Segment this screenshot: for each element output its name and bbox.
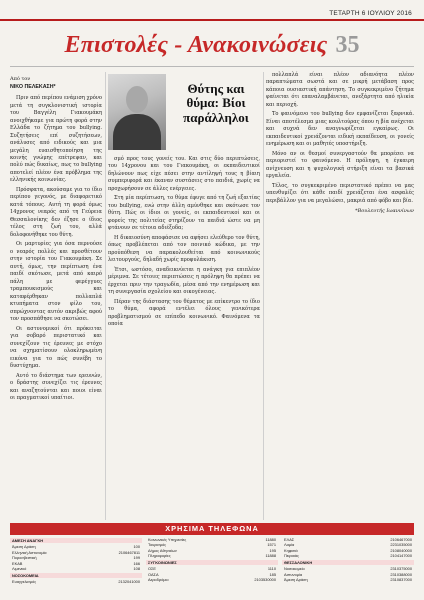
phones-row: [10, 566, 142, 571]
header-rule: [10, 66, 414, 67]
phones-number: 11880: [265, 537, 276, 542]
phones-name: Νοσοκομείο: [284, 566, 305, 572]
phones-name: Πειραιάς: [284, 553, 299, 559]
phones-number: 2132041000: [118, 579, 140, 585]
phones-row: [282, 577, 414, 582]
middle-paragraph: Έτσι, ωστόσο, αναδεικνύεται η ανάγκη για επιπλέον μέριμνα. Σε τέτοιες περιπτώσεις η πρόληψη θα πρέπει να έρχεται πριν την τραγωδία, μέσα από την ενημέρωση και τη συνεργασία σχολείου και οικογένειας.: [108, 266, 260, 296]
phones-number: 11888: [265, 553, 276, 559]
section-header: [0, 28, 424, 62]
phones-name: ΟΑΣΑ: [148, 571, 159, 577]
middle-paragraph: Πέραν της διάστασης του θέματος με επίκεντρο το ίδιο το θύμα, αφορά εντέλει όλους γενικότερα προβληματισμού σε επίπεδο κοινωνικό. Φαινόμενα τα οποία: [108, 298, 260, 328]
phones-row: [282, 553, 414, 558]
phones-name: Δήμος Αθηναίων: [148, 547, 177, 553]
phones-name: ΕΛΑΣ: [284, 537, 295, 542]
phones-section-heading: ΘΕΣΣΑΛΟΝΙΚΗ: [282, 560, 414, 565]
phones-number: 2104147000: [390, 553, 412, 559]
phones-name: Τουρισμός: [148, 542, 166, 548]
page-number: 35: [335, 31, 360, 58]
phones-section-heading: ΑΜΕΣΗ ΑΝΑΓΚΗ: [10, 538, 142, 543]
right-paragraph: Το φαινόμενο του bullying δεν εμφανίζεται ξαφνικά. Είναι αποτέλεσμα μιας κουλτούρας όπου η βία ανέχεται και συχνά δεν αναγνωρίζεται εγκαίρως. Οι εκπαιδευτικοί χρειάζονται ειδική εκπαίδευση, οι γονείς ενημέρωση και οι μαθητές υποστήριξη.: [266, 111, 414, 148]
phones-row: [10, 579, 142, 584]
left-paragraph: Οι αστυνομικοί ότι πρόκειται για σοβαρό περιστατικό και συνεχίζουν τις έρευνες με στόχο να σχηματίσουν ολοκληρωμένη εικόνα για το πώς συνέβη το δυστύχημα.: [10, 325, 102, 370]
phones-number: 1571: [267, 542, 276, 548]
phones-name: Πληροφορίες: [148, 553, 171, 559]
middle-paragraph: Στη μία περίπτωση, το θύμα έφυγε από τη ζωή εξαιτίας του bullying, ενώ στην άλλη αμύνθηκε και σκότωσε τον θύτη. Πώς οι ίδιοι οι γονείς, οι εκπαιδευτικοί και οι φορείς της πολιτείας στηρίζουν τα παιδιά ώστε να μη φτάνουν σε τέτοια αδιέξοδα;: [108, 195, 260, 232]
top-rule: [0, 19, 424, 21]
right-paragraph: Μόνο αν οι θεσμοί συνεργαστούν θα μπορέσει να περιοριστεί το φαινόμενο. Η πρόληψη, η έγκαιρη ανίχνευση και η ψυχολογική στήριξη είναι τα βασικά εργαλεία.: [266, 150, 414, 180]
author-name: ΝΙΚΟ ΠΕΛΕΚΑΣΗ*: [10, 84, 56, 91]
phones-number: 166: [133, 560, 140, 566]
phones-number: 199: [133, 555, 140, 561]
left-paragraph: Πριν από περίπου ενάμιση χρόνο μετά τη συγκλονιστική ιστορία του Βαγγέλη Γιακουμάκη ανοιχθήκαμε για πρώτη φορά στην Ελλάδα το ζήτημα του bullying. Συζητήσεις επί συζητήσεων, ανάλυσες από ειδικούς και μια μεγάλη ευαισθητοποίηση της κοινής γνώμης επέτρεψαν, και πολύ πώς δικαίως, πως το bullying αποτελεί πλέον ένα πρόβλημα της ελληνικής κοινωνίας.: [10, 95, 102, 184]
middle-text: [108, 156, 260, 331]
phones-name: Κηφισιά: [284, 547, 298, 553]
phones-name: Αστυνομία: [284, 571, 303, 577]
phones-column: [10, 537, 142, 597]
middle-paragraph: Η δικαιοσύνη αποφάσισε να αφήσει ελεύθερο τον θύτη, όπως προβλέπεται από τον ποινικό κώδικα, με την προϋπόθεση να παρακολουθείται από κοινωνικούς λειτουργούς, δηλαδή χωρίς προφυλάκιση.: [108, 234, 260, 264]
phones-number: 2310375000: [390, 566, 412, 572]
phones-section-heading: ΣΥΓΚΟΙΝΩΝΙΕΣ: [146, 560, 278, 565]
middle-column: [108, 72, 260, 520]
phones-row: [146, 577, 278, 582]
phones-row: [146, 553, 278, 558]
phones-number: 2103530000: [254, 577, 276, 583]
left-paragraph: Πρόσφατα, ακούσαμε για το ίδιο περίπου γεγονός, με διαφορετικό κατά τόπους. Αυτή τη φορά όμως 14χρονος νεαρός από τη Γεύρεια Θεσσαλονίκης δεν έζησε ο ίδιος τέλος στη ζωή του, αλλά δολοφονήθηκε του θύτη.: [10, 186, 102, 238]
phones-number: 108: [133, 566, 140, 572]
phones-name: Ευαγγελισμός: [12, 579, 37, 585]
phones-number: 195: [269, 547, 276, 553]
phones-number: 2108040000: [390, 547, 412, 553]
phones-name: Λαμία: [284, 542, 295, 548]
phones-name: ΟΣΕ: [148, 566, 157, 572]
author-photo: [108, 74, 166, 150]
phones-table: [10, 537, 414, 597]
phones-banner: ΧΡΗΣΙΜΑ ΤΗΛΕΦΩΝΑ: [10, 523, 414, 535]
phones-number: 2106467811: [118, 549, 140, 555]
section-title: Επιστολές - Ανακοινώσεις: [64, 31, 328, 58]
phones-number: 2310837000: [390, 577, 412, 583]
phones-number: 2231035000: [390, 542, 412, 548]
phones-number: 100: [133, 544, 140, 550]
right-paragraph: Τέλος, το συγκεκριμένο περιστατικό πρέπει να μας υπενθυμίζει ότι κάθε παιδί χρειάζεται ένα ασφαλές περιβάλλον για να μεγαλώσει, μακριά από φόβο και βία.: [266, 182, 414, 204]
left-paragraph: Οι μαρτυρίες για όσα περνούσε ο νεαρός πολλές και προσθέτουν στην ιστορία του Γιακουμάκη. Σε αυτή, όμως, την περίπτωση ένα παιδί σκότωσε, μετά από καιρό πάλη με φερέγγυες τραμπουκισμούς και καταφέρθηκαν πολλαπλά κτυπήματα στον φίλο του, σπρώχνοντας αυτόν ακριβώς αφού τον προσπάθησε να σκοτώσει.: [10, 241, 102, 323]
phones-name: Αεροδρόμιο: [148, 577, 169, 583]
article-title: Θύτης και θύμα: Βίοι παράλληλοι: [183, 81, 249, 125]
column-divider: [263, 72, 264, 520]
byline-from: Από τον: [10, 76, 31, 82]
phones-number: 2106467000: [390, 537, 412, 542]
phones-name: Λιμενικό: [12, 566, 27, 572]
left-column: [10, 72, 102, 520]
phones-number: 185: [269, 571, 276, 577]
phones-name: Άμεση Δράση: [12, 544, 36, 550]
phones-section-heading: ΝΟΣΟΚΟΜΕΙΑ: [10, 573, 142, 578]
phones-column: [146, 537, 278, 597]
issue-date: ΤΕΤΑΡΤΗ 6 ΙΟΥΛΙΟΥ 2016: [329, 10, 412, 17]
column-divider: [105, 72, 106, 520]
phones-name: Κοινωνικές Υπηρεσίες: [148, 537, 187, 542]
phones-name: ΕΚΑΒ: [12, 560, 23, 566]
right-paragraph: πολλαπλά είναι πλέον αδιανόητα πλέον παραπτώματα σωστά και σε μικρή μετάβαση προς κάποια ουσιαστική απάντηση. Το συγκεκριμένο ζήτημα φαίνεται ότι επαναλαμβάνεται, ανεξάρτητα από ηλικία και περιοχή.: [266, 72, 414, 108]
phones-name: Άμεση Δράση: [284, 577, 308, 583]
middle-paragraph: σμό προς τους γονείς του. Και στις δύο περιπτώσεις, του 14χρονου και του Γιακουμάκη, οι εκπαιδευτικοί δηλώνουν πως είχε πέσει στην αντίληψή τους η βίαιη συμπεριφορά και έκαναν συστάσεις στο παιδιά, χωρίς να προχωρήσουν σε άλλες ενέργειες.: [108, 156, 260, 192]
phones-column: [282, 537, 414, 597]
phones-number: 2310388000: [390, 571, 412, 577]
phones-number: 1110: [267, 566, 276, 572]
phones-name: Πυροσβεστική: [12, 555, 37, 561]
author-signature: *Βουλευτής Ιωαννίνων: [355, 208, 414, 215]
right-column: [266, 72, 414, 520]
phones-name: Ελληνική Αστυνομία: [12, 549, 47, 555]
left-paragraph: Αυτό το διάστημα των ερευνών, ο δράστης συνεχίζει τις έρευνες και αναζητούνται και ποιοι είναι οι πραγματικοί υπαίτιοι.: [10, 372, 102, 402]
